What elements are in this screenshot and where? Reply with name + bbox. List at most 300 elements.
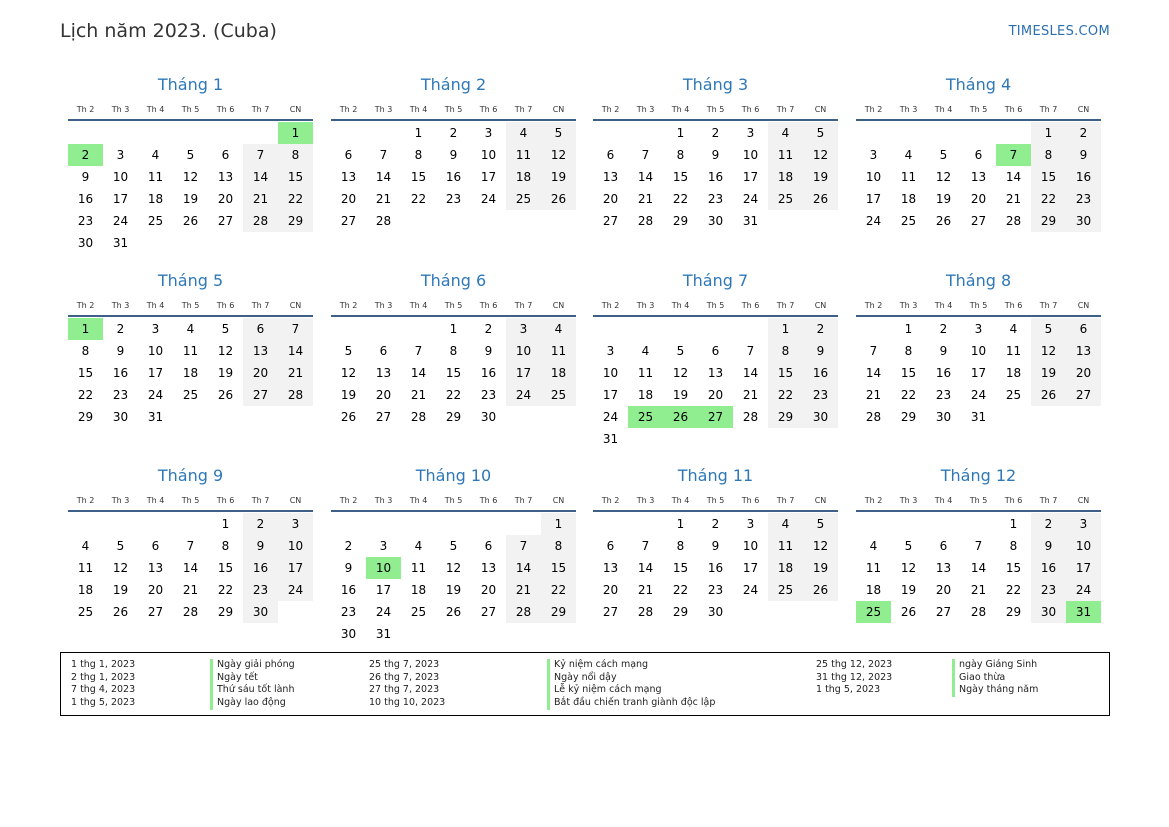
month-4 xyxy=(856,74,1101,232)
month-rule xyxy=(593,315,838,317)
day-cell: 25 xyxy=(768,579,803,601)
day-cell: 26 xyxy=(112,605,129,619)
day-cell: 24 xyxy=(278,579,313,601)
weekday-label: Th 4 xyxy=(146,301,165,310)
day-cell: 2 xyxy=(803,318,838,340)
month-rule xyxy=(331,315,576,317)
day-cell: 1 xyxy=(221,517,230,531)
empty-cell xyxy=(68,513,103,535)
day-cell: 12 xyxy=(340,366,357,380)
weekday-header xyxy=(856,104,1101,116)
day-cell: 1 xyxy=(768,318,803,340)
day-cell: 10 xyxy=(480,148,497,162)
weekday-label: Th 5 xyxy=(706,105,725,114)
days-grid xyxy=(331,122,576,232)
day-cell: 26 xyxy=(217,388,234,402)
day-cell: 6 xyxy=(606,539,615,553)
holiday-day-cell: 26 xyxy=(663,406,698,428)
day-cell: 1 xyxy=(1031,122,1066,144)
day-cell: 14 xyxy=(182,561,199,575)
empty-cell xyxy=(891,122,926,144)
day-cell: 21 xyxy=(410,388,427,402)
weekday-label: CN xyxy=(552,105,565,114)
day-cell: 13 xyxy=(935,561,952,575)
holiday-day-cell: 25 xyxy=(628,406,663,428)
day-cell: 22 xyxy=(1005,583,1022,597)
day-cell: 28 xyxy=(865,410,882,424)
day-cell: 31 xyxy=(970,410,987,424)
holiday-day-cell: 27 xyxy=(698,406,733,428)
day-cell: 28 xyxy=(637,214,654,228)
empty-cell xyxy=(593,122,628,144)
day-cell: 16 xyxy=(803,362,838,384)
empty-cell xyxy=(366,513,401,535)
empty-cell xyxy=(471,513,506,535)
day-cell: 27 xyxy=(602,605,619,619)
weekday-label: CN xyxy=(552,496,565,505)
day-cell: 16 xyxy=(1066,166,1101,188)
day-cell: 13 xyxy=(970,170,987,184)
day-cell: 2 xyxy=(711,126,720,140)
day-cell: 30 xyxy=(243,601,278,623)
holiday-name: ngày Giáng Sinh xyxy=(952,659,1038,672)
day-cell: 11 xyxy=(77,561,94,575)
day-cell: 20 xyxy=(480,583,497,597)
day-cell: 23 xyxy=(112,388,129,402)
day-cell: 24 xyxy=(506,384,541,406)
weekday-label: CN xyxy=(1077,105,1090,114)
empty-cell xyxy=(138,513,173,535)
day-cell: 18 xyxy=(541,362,576,384)
day-cell: 19 xyxy=(112,583,129,597)
day-cell: 3 xyxy=(974,322,983,336)
day-cell: 20 xyxy=(217,192,234,206)
day-cell: 31 xyxy=(742,214,759,228)
month-title: Tháng 5 xyxy=(157,271,224,290)
day-cell: 8 xyxy=(541,535,576,557)
empty-cell xyxy=(926,122,961,144)
weekday-header xyxy=(331,300,576,312)
day-cell: 1 xyxy=(904,322,913,336)
day-cell: 16 xyxy=(112,366,129,380)
weekday-header xyxy=(68,300,313,312)
day-cell: 14 xyxy=(1005,170,1022,184)
holiday-name: Lễ kỷ niệm cách mạng xyxy=(547,684,715,697)
day-cell: 8 xyxy=(1009,539,1018,553)
month-2 xyxy=(331,74,576,232)
weekday-label: Th 7 xyxy=(514,496,533,505)
weekday-label: Th 6 xyxy=(1004,496,1023,505)
empty-cell xyxy=(593,513,628,535)
day-cell: 14 xyxy=(865,366,882,380)
day-cell: 29 xyxy=(1005,605,1022,619)
day-cell: 3 xyxy=(506,318,541,340)
day-cell: 30 xyxy=(707,214,724,228)
empty-cell xyxy=(208,122,243,144)
day-cell: 15 xyxy=(768,362,803,384)
day-cell: 6 xyxy=(344,148,353,162)
day-cell: 3 xyxy=(1066,513,1101,535)
weekday-header xyxy=(68,495,313,507)
weekday-label: Th 7 xyxy=(1039,496,1058,505)
day-cell: 16 xyxy=(935,366,952,380)
day-cell: 10 xyxy=(602,366,619,380)
day-cell: 2 xyxy=(243,513,278,535)
day-cell: 24 xyxy=(1066,579,1101,601)
days-grid xyxy=(331,513,576,645)
day-cell: 17 xyxy=(375,583,392,597)
weekday-label: Th 4 xyxy=(146,105,165,114)
empty-cell xyxy=(68,122,103,144)
weekday-label: CN xyxy=(289,301,302,310)
day-cell: 15 xyxy=(900,366,917,380)
day-cell: 3 xyxy=(484,126,493,140)
day-cell: 18 xyxy=(410,583,427,597)
empty-cell xyxy=(173,122,208,144)
days-grid xyxy=(68,122,313,254)
day-cell: 17 xyxy=(1066,557,1101,579)
empty-cell xyxy=(961,122,996,144)
day-cell: 19 xyxy=(900,583,917,597)
day-cell: 25 xyxy=(900,214,917,228)
days-grid xyxy=(593,513,838,623)
weekday-label: Th 7 xyxy=(1039,105,1058,114)
day-cell: 22 xyxy=(410,192,427,206)
day-cell: 4 xyxy=(1009,322,1018,336)
day-cell: 28 xyxy=(243,210,278,232)
day-cell: 2 xyxy=(344,539,353,553)
weekday-label: Th 5 xyxy=(181,105,200,114)
day-cell: 3 xyxy=(869,148,878,162)
empty-cell xyxy=(366,318,401,340)
weekday-label: Th 5 xyxy=(969,105,988,114)
day-cell: 4 xyxy=(81,539,90,553)
day-cell: 19 xyxy=(340,388,357,402)
day-cell: 5 xyxy=(1031,318,1066,340)
day-cell: 22 xyxy=(900,388,917,402)
day-cell: 11 xyxy=(182,344,199,358)
month-9 xyxy=(68,465,313,623)
weekday-label: Th 3 xyxy=(374,105,393,114)
day-cell: 28 xyxy=(182,605,199,619)
month-rule xyxy=(856,510,1101,512)
day-cell: 4 xyxy=(768,122,803,144)
day-cell: 31 xyxy=(112,236,129,250)
day-cell: 12 xyxy=(935,170,952,184)
month-6 xyxy=(331,270,576,428)
day-cell: 30 xyxy=(803,406,838,428)
day-cell: 3 xyxy=(116,148,125,162)
day-cell: 31 xyxy=(602,432,619,446)
day-cell: 30 xyxy=(1066,210,1101,232)
holiday-name: Ngày nổi dậy xyxy=(547,672,715,685)
day-cell: 4 xyxy=(768,513,803,535)
holiday-name: Ngày lao động xyxy=(210,697,295,710)
day-cell: 30 xyxy=(480,410,497,424)
day-cell: 5 xyxy=(803,513,838,535)
day-cell: 18 xyxy=(865,583,882,597)
day-cell: 17 xyxy=(865,192,882,206)
day-cell: 29 xyxy=(541,601,576,623)
month-title: Tháng 10 xyxy=(415,466,492,485)
month-rule xyxy=(856,119,1101,121)
day-cell: 31 xyxy=(147,410,164,424)
day-cell: 26 xyxy=(445,605,462,619)
day-cell: 22 xyxy=(541,579,576,601)
holiday-day-cell: 25 xyxy=(856,601,891,623)
day-cell: 1 xyxy=(414,126,423,140)
day-cell: 18 xyxy=(900,192,917,206)
day-cell: 20 xyxy=(375,388,392,402)
day-cell: 17 xyxy=(112,192,129,206)
weekday-label: CN xyxy=(1077,496,1090,505)
day-cell: 16 xyxy=(445,170,462,184)
day-cell: 7 xyxy=(869,344,878,358)
weekday-label: Th 6 xyxy=(216,496,235,505)
day-cell: 6 xyxy=(379,344,388,358)
holiday-day-cell: 31 xyxy=(1066,601,1101,623)
day-cell: 24 xyxy=(865,214,882,228)
day-cell: 11 xyxy=(1005,344,1022,358)
day-cell: 14 xyxy=(410,366,427,380)
weekday-label: CN xyxy=(814,105,827,114)
day-cell: 5 xyxy=(803,122,838,144)
month-5 xyxy=(68,270,313,428)
day-cell: 23 xyxy=(1066,188,1101,210)
empty-cell xyxy=(891,513,926,535)
weekday-header xyxy=(593,300,838,312)
weekday-label: Th 3 xyxy=(111,301,130,310)
day-cell: 18 xyxy=(768,557,803,579)
day-cell: 11 xyxy=(865,561,882,575)
day-cell: 13 xyxy=(340,170,357,184)
weekday-label: Th 6 xyxy=(479,105,498,114)
day-cell: 15 xyxy=(278,166,313,188)
day-cell: 21 xyxy=(243,188,278,210)
month-3 xyxy=(593,74,838,232)
weekday-header xyxy=(593,495,838,507)
day-cell: 25 xyxy=(506,188,541,210)
empty-cell xyxy=(138,122,173,144)
day-cell: 23 xyxy=(77,214,94,228)
day-cell: 4 xyxy=(541,318,576,340)
day-cell: 15 xyxy=(672,170,689,184)
holiday-day-cell: 1 xyxy=(68,318,103,340)
days-grid xyxy=(68,318,313,428)
day-cell: 28 xyxy=(375,214,392,228)
day-cell: 8 xyxy=(414,148,423,162)
day-cell: 19 xyxy=(672,388,689,402)
month-11 xyxy=(593,465,838,623)
day-cell: 18 xyxy=(147,192,164,206)
day-cell: 3 xyxy=(151,322,160,336)
day-cell: 12 xyxy=(803,535,838,557)
day-cell: 14 xyxy=(637,170,654,184)
weekday-label: Th 4 xyxy=(409,105,428,114)
days-grid xyxy=(331,318,576,428)
weekday-label: Th 3 xyxy=(374,496,393,505)
day-cell: 4 xyxy=(186,322,195,336)
day-cell: 9 xyxy=(81,170,90,184)
weekday-label: Th 3 xyxy=(899,496,918,505)
weekday-label: Th 5 xyxy=(444,301,463,310)
day-cell: 5 xyxy=(344,344,353,358)
day-cell: 16 xyxy=(1031,557,1066,579)
weekday-label: Th 2 xyxy=(76,105,95,114)
month-rule xyxy=(68,510,313,512)
weekday-label: Th 6 xyxy=(741,301,760,310)
day-cell: 16 xyxy=(77,192,94,206)
day-cell: 12 xyxy=(1031,340,1066,362)
month-rule xyxy=(331,510,576,512)
day-cell: 12 xyxy=(182,170,199,184)
day-cell: 26 xyxy=(1031,384,1066,406)
weekday-label: Th 3 xyxy=(636,496,655,505)
day-cell: 17 xyxy=(480,170,497,184)
day-cell: 28 xyxy=(410,410,427,424)
day-cell: 2 xyxy=(449,126,458,140)
day-cell: 29 xyxy=(672,214,689,228)
holiday-name: Ngày giải phóng xyxy=(210,659,295,672)
month-title: Tháng 9 xyxy=(157,466,224,485)
day-cell: 5 xyxy=(449,539,458,553)
holiday-date: 7 thg 4, 2023 xyxy=(71,684,136,696)
day-cell: 27 xyxy=(375,410,392,424)
holiday-date: 1 thg 5, 2023 xyxy=(71,697,136,709)
month-8 xyxy=(856,270,1101,428)
weekday-label: Th 7 xyxy=(1039,301,1058,310)
day-cell: 25 xyxy=(147,214,164,228)
day-cell: 26 xyxy=(541,188,576,210)
day-cell: 14 xyxy=(278,340,313,362)
day-cell: 26 xyxy=(340,410,357,424)
holiday-date-column xyxy=(816,659,892,697)
empty-cell xyxy=(628,513,663,535)
month-title: Tháng 4 xyxy=(945,75,1012,94)
day-cell: 12 xyxy=(217,344,234,358)
day-cell: 21 xyxy=(637,583,654,597)
day-cell: 1 xyxy=(449,322,458,336)
day-cell: 28 xyxy=(637,605,654,619)
holiday-name-column xyxy=(547,659,715,710)
day-cell: 24 xyxy=(742,192,759,206)
weekday-label: Th 2 xyxy=(864,105,883,114)
day-cell: 4 xyxy=(414,539,423,553)
day-cell: 8 xyxy=(676,539,685,553)
day-cell: 11 xyxy=(147,170,164,184)
day-cell: 20 xyxy=(707,388,724,402)
weekday-label: Th 2 xyxy=(76,496,95,505)
day-cell: 15 xyxy=(672,561,689,575)
day-cell: 13 xyxy=(375,366,392,380)
day-cell: 17 xyxy=(147,366,164,380)
day-cell: 9 xyxy=(803,340,838,362)
day-cell: 12 xyxy=(445,561,462,575)
day-cell: 9 xyxy=(484,344,493,358)
day-cell: 19 xyxy=(935,192,952,206)
day-cell: 19 xyxy=(1031,362,1066,384)
weekday-label: Th 2 xyxy=(864,301,883,310)
day-cell: 20 xyxy=(1066,362,1101,384)
day-cell: 7 xyxy=(379,148,388,162)
empty-cell xyxy=(856,513,891,535)
day-cell: 5 xyxy=(939,148,948,162)
holiday-name: Bắt đầu chiến tranh giành độc lập xyxy=(547,697,715,710)
day-cell: 6 xyxy=(243,318,278,340)
site-link[interactable]: TIMESLES.COM xyxy=(1008,24,1110,39)
day-cell: 10 xyxy=(742,148,759,162)
day-cell: 27 xyxy=(935,605,952,619)
day-cell: 14 xyxy=(506,557,541,579)
day-cell: 16 xyxy=(243,557,278,579)
day-cell: 27 xyxy=(970,214,987,228)
day-cell: 7 xyxy=(243,144,278,166)
day-cell: 14 xyxy=(637,561,654,575)
day-cell: 19 xyxy=(182,192,199,206)
day-cell: 8 xyxy=(768,340,803,362)
day-cell: 13 xyxy=(602,170,619,184)
day-cell: 21 xyxy=(506,579,541,601)
day-cell: 29 xyxy=(1031,210,1066,232)
day-cell: 16 xyxy=(480,366,497,380)
day-cell: 18 xyxy=(182,366,199,380)
holiday-date-column xyxy=(71,659,135,710)
day-cell: 22 xyxy=(217,583,234,597)
day-cell: 26 xyxy=(935,214,952,228)
day-cell: 11 xyxy=(637,366,654,380)
day-cell: 7 xyxy=(641,539,650,553)
day-cell: 1 xyxy=(541,513,576,535)
day-cell: 11 xyxy=(541,340,576,362)
day-cell: 10 xyxy=(112,170,129,184)
day-cell: 2 xyxy=(939,322,948,336)
weekday-label: Th 6 xyxy=(216,301,235,310)
weekday-label: CN xyxy=(289,496,302,505)
day-cell: 15 xyxy=(1005,561,1022,575)
day-cell: 24 xyxy=(970,388,987,402)
day-cell: 12 xyxy=(541,144,576,166)
day-cell: 5 xyxy=(676,344,685,358)
day-cell: 15 xyxy=(217,561,234,575)
holiday-name: Ngày tết xyxy=(210,672,295,685)
weekday-label: Th 3 xyxy=(111,496,130,505)
month-rule xyxy=(593,119,838,121)
weekday-label: Th 6 xyxy=(479,301,498,310)
holiday-date: 25 thg 7, 2023 xyxy=(369,659,440,670)
weekday-label: Th 6 xyxy=(1004,301,1023,310)
day-cell: 11 xyxy=(410,561,427,575)
weekday-label: Th 2 xyxy=(601,105,620,114)
empty-cell xyxy=(506,513,541,535)
day-cell: 8 xyxy=(904,344,913,358)
day-cell: 19 xyxy=(445,583,462,597)
day-cell: 23 xyxy=(707,583,724,597)
weekday-header xyxy=(68,104,313,116)
day-cell: 7 xyxy=(278,318,313,340)
month-title: Tháng 3 xyxy=(682,75,749,94)
day-cell: 12 xyxy=(803,144,838,166)
weekday-label: Th 2 xyxy=(339,105,358,114)
day-cell: 25 xyxy=(768,188,803,210)
weekday-label: Th 7 xyxy=(776,105,795,114)
empty-cell xyxy=(173,513,208,535)
holiday-date: 27 thg 7, 2023 xyxy=(369,684,440,696)
day-cell: 6 xyxy=(939,539,948,553)
day-cell: 29 xyxy=(77,410,94,424)
day-cell: 30 xyxy=(707,605,724,619)
weekday-label: Th 5 xyxy=(706,496,725,505)
day-cell: 4 xyxy=(641,344,650,358)
